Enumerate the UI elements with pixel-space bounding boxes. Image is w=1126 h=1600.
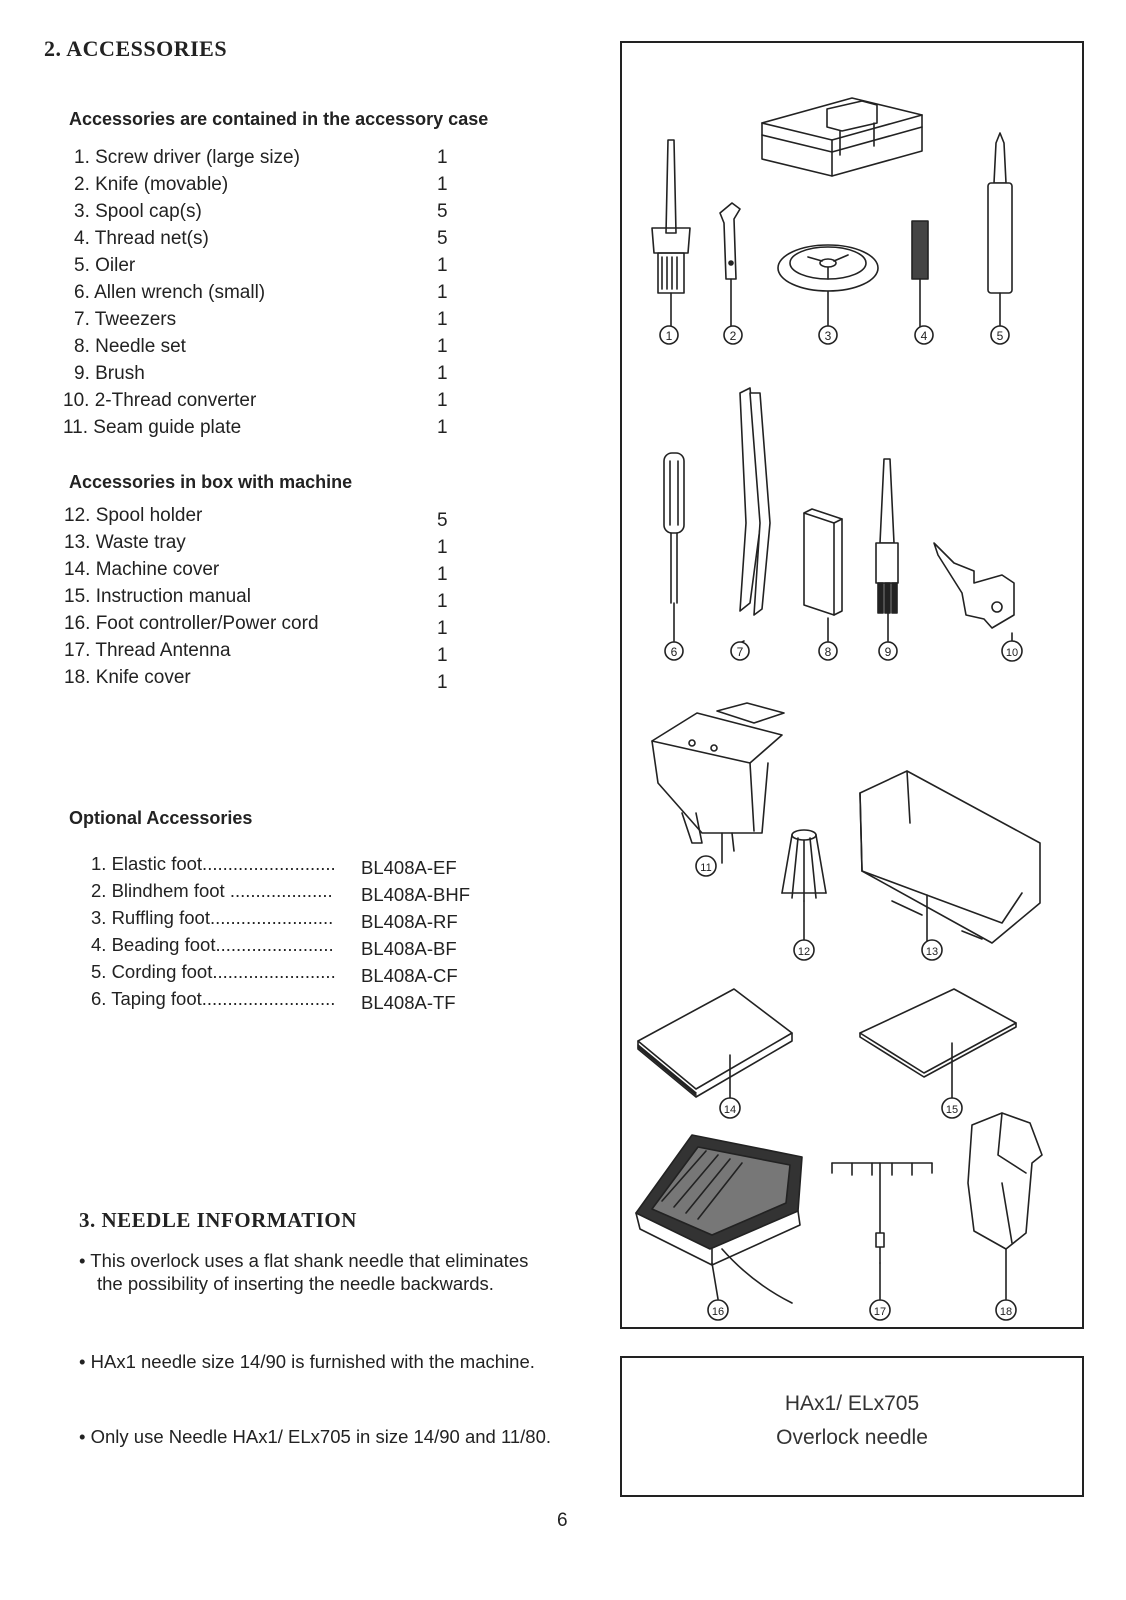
callout-number-8 [819, 642, 837, 660]
callout-number-15 [942, 1098, 962, 1118]
callout-label-16: 16 [711, 1306, 725, 1318]
item-qty: 1 [437, 537, 448, 558]
bullet-text: the possibility of inserting the needle backwards. [97, 1273, 494, 1294]
item-qty: 1 [437, 390, 448, 411]
accessory-case-icon [762, 98, 922, 176]
item-qty: 1 [437, 174, 448, 195]
item-label: 2. Knife (movable) [74, 174, 229, 195]
item-qty: 1 [437, 618, 448, 639]
list-item [63, 252, 463, 279]
item-qty: 5 [437, 510, 448, 531]
item-label: 13. Waste tray [64, 532, 186, 553]
item-label: 15. Instruction manual [64, 586, 251, 607]
bullet-text: Only use Needle HAx1/ ELx705 in size 14/90 and 11/80. [90, 1426, 552, 1447]
item-qty: 1 [437, 336, 448, 357]
item-label: 17. Thread Antenna [64, 640, 231, 661]
item-qty: 1 [437, 672, 448, 693]
optional-code: BL408A-CF [361, 965, 458, 986]
callout-label-8: 8 [824, 645, 832, 659]
list-item [63, 387, 463, 414]
item-qty: 1 [437, 147, 448, 168]
callout-label-13: 13 [925, 946, 939, 958]
item-qty: 5 [437, 228, 448, 249]
needle-box-line-1: HAx1/ ELx705 [784, 1392, 920, 1415]
list-item [64, 583, 464, 610]
list-item [64, 529, 464, 556]
callout-label-4: 4 [920, 329, 928, 343]
optional-code: BL408A-RF [361, 911, 458, 932]
item-label: 7. Tweezers [74, 309, 177, 330]
bullet-symbol: • [79, 1426, 86, 1447]
section-title-needle: 3. NEEDLE INFORMATION [79, 1208, 357, 1232]
callout-number-1 [660, 326, 678, 344]
spool-cap-icon [778, 245, 878, 333]
optional-label: 5. Cording foot........................ [91, 961, 336, 982]
bullet-symbol: • [79, 1250, 86, 1271]
item-qty: 1 [437, 417, 448, 438]
list-item [64, 502, 464, 529]
item-label: 1. Screw driver (large size) [74, 147, 300, 168]
box-items-list [64, 502, 464, 691]
accessories-illustration-panel [620, 41, 1084, 1329]
optional-code: BL408A-BF [361, 938, 457, 959]
optional-label: 2. Blindhem foot .................... [91, 880, 333, 901]
callout-number-13 [922, 940, 942, 960]
list-item [63, 198, 463, 225]
item-qty: 5 [437, 201, 448, 222]
case-heading: Accessories are contained in the accessory case [69, 109, 489, 129]
item-label: 8. Needle set [74, 336, 186, 357]
callout-label-9: 9 [884, 645, 892, 659]
item-label: 5. Oiler [74, 255, 136, 276]
oiler-icon [988, 133, 1012, 333]
callout-number-14 [720, 1098, 740, 1118]
callout-label-10: 10 [1005, 647, 1019, 659]
list-item [64, 664, 464, 691]
callout-label-5: 5 [996, 329, 1004, 343]
callout-label-15: 15 [945, 1104, 959, 1116]
item-label: 16. Foot controller/Power cord [64, 613, 319, 634]
needle-bullet-3 [79, 1425, 551, 1448]
list-item [63, 225, 463, 252]
list-item [63, 171, 463, 198]
accessories-illustration [622, 43, 1082, 1327]
callout-label-14: 14 [723, 1104, 737, 1116]
item-label: 6. Allen wrench (small) [74, 282, 266, 303]
knife-movable-icon [720, 203, 740, 333]
allen-wrench-icon [664, 453, 684, 641]
callout-number-18 [996, 1300, 1016, 1320]
item-label: 11. Seam guide plate [63, 417, 242, 438]
list-item [63, 144, 463, 171]
spool-holder-icon [782, 830, 826, 941]
instruction-manual-icon [860, 989, 1016, 1099]
callout-number-12 [794, 940, 814, 960]
callout-number-7 [731, 642, 749, 660]
item-qty: 1 [437, 591, 448, 612]
thread-net-icon [912, 221, 928, 333]
bullet-text: HAx1 needle size 14/90 is furnished with the machine. [90, 1351, 535, 1372]
item-label: 3. Spool cap(s) [74, 201, 202, 222]
callout-label-18: 18 [999, 1306, 1013, 1318]
item-label: 18. Knife cover [64, 667, 191, 688]
machine-cover-icon [638, 989, 792, 1099]
callout-label-12: 12 [797, 946, 811, 958]
list-item [64, 637, 464, 664]
item-label: 9. Brush [74, 363, 145, 384]
needle-set-icon [804, 509, 842, 641]
optional-code: BL408A-BHF [361, 884, 470, 905]
needle-bullet-2 [79, 1350, 535, 1373]
seam-guide-plate-icon [652, 703, 784, 863]
waste-tray-icon [860, 771, 1040, 943]
item-qty: 1 [437, 282, 448, 303]
callout-label-6: 6 [670, 645, 678, 659]
screwdriver-large-icon [652, 140, 690, 333]
callout-number-11 [696, 856, 716, 876]
callout-number-3 [819, 326, 837, 344]
list-item [64, 556, 464, 583]
brush-icon [876, 459, 898, 641]
box-heading: Accessories in box with machine [69, 472, 353, 492]
needle-bullet-1 [79, 1249, 528, 1295]
item-qty: 1 [437, 564, 448, 585]
list-item [64, 610, 464, 637]
callout-number-9 [879, 642, 897, 660]
needle-box-line-2: Overlock needle [776, 1426, 928, 1449]
optional-label: 1. Elastic foot.......................... [91, 853, 336, 874]
optional-code: BL408A-EF [361, 857, 457, 878]
item-qty: 1 [437, 309, 448, 330]
callout-label-11: 11 [700, 862, 712, 874]
bullet-symbol: • [79, 1351, 86, 1372]
item-label: 14. Machine cover [64, 559, 220, 580]
two-thread-converter-icon [934, 543, 1014, 641]
needle-info-box [620, 1356, 1084, 1497]
optional-items-list [91, 854, 511, 1016]
item-qty: 1 [437, 255, 448, 276]
foot-controller-icon [636, 1135, 802, 1303]
optional-label: 3. Ruffling foot........................ [91, 907, 334, 928]
optional-label: 6. Taping foot.......................... [91, 988, 336, 1009]
item-label: 4. Thread net(s) [74, 228, 209, 249]
callout-label-1: 1 [665, 329, 673, 343]
page-number: 6 [557, 1510, 568, 1531]
callout-label-7: 7 [736, 645, 744, 659]
list-item [91, 989, 511, 1016]
case-items-list [63, 144, 463, 441]
item-label: 12. Spool holder [64, 505, 203, 526]
item-qty: 1 [437, 645, 448, 666]
callout-label-2: 2 [729, 329, 737, 343]
callout-label-3: 3 [824, 329, 832, 343]
callout-number-4 [915, 326, 933, 344]
bullet-text: This overlock uses a flat shank needle that eliminates [90, 1250, 529, 1271]
optional-label: 4. Beading foot....................... [91, 934, 334, 955]
list-item [63, 279, 463, 306]
section-title-accessories: 2. ACCESSORIES [44, 36, 228, 61]
optional-heading: Optional Accessories [69, 808, 253, 828]
callout-label-17: 17 [873, 1306, 887, 1318]
tweezers-icon [740, 388, 770, 643]
callout-number-17 [870, 1300, 890, 1320]
list-item [63, 360, 463, 387]
thread-antenna-icon [832, 1163, 932, 1299]
callout-number-6 [665, 642, 683, 660]
callout-number-2 [724, 326, 742, 344]
knife-cover-icon [968, 1113, 1042, 1299]
list-item [63, 306, 463, 333]
item-label: 10. 2-Thread converter [63, 390, 257, 411]
item-qty: 1 [437, 363, 448, 384]
callout-number-16 [708, 1300, 728, 1320]
optional-code: BL408A-TF [361, 992, 456, 1013]
list-item [63, 333, 463, 360]
callout-number-5 [991, 326, 1009, 344]
callout-number-10 [1002, 641, 1022, 661]
list-item [63, 414, 463, 441]
